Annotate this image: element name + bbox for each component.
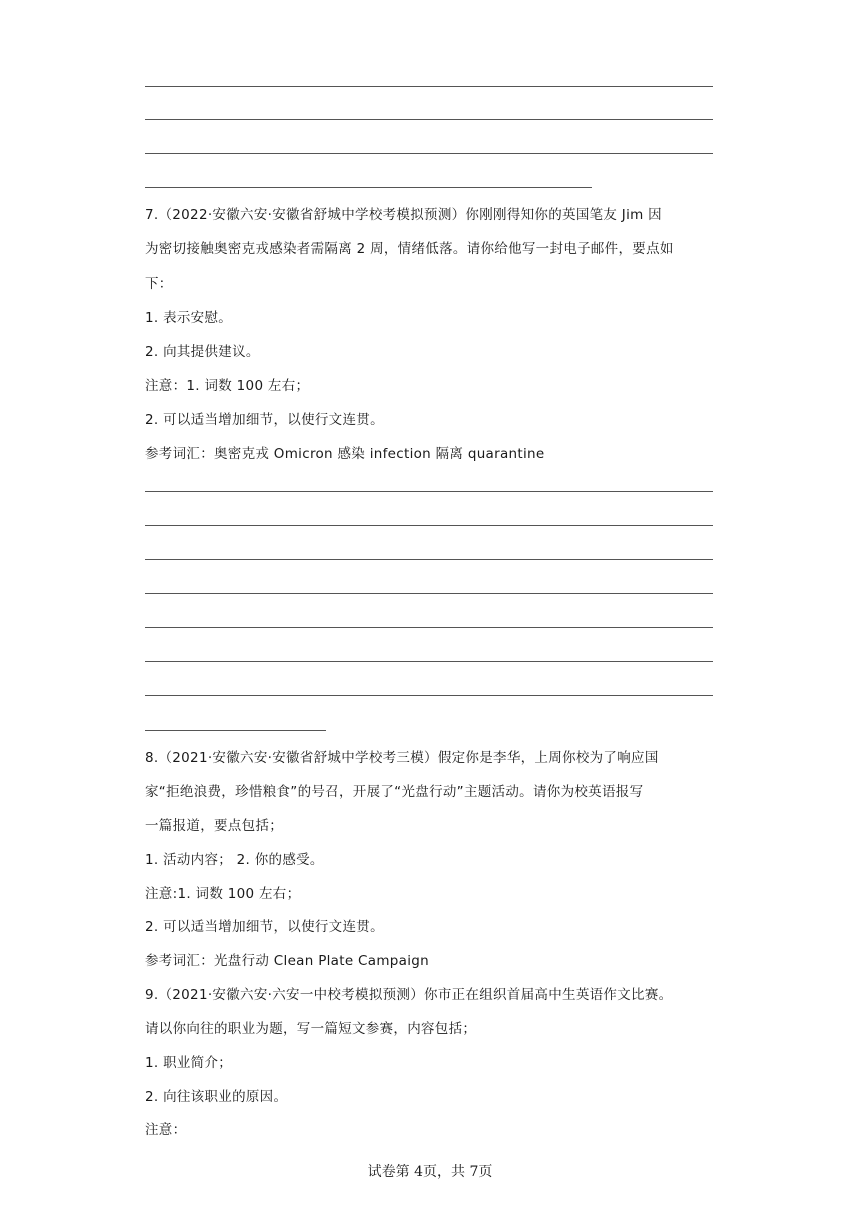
question-text: 9.（2021·安徽六安·六安一中校考模拟预测）你市正在组织首届高中生英语作文比赛。 (145, 987, 673, 1003)
question-text: 7.（2022·安徽六安·安徽省舒城中学校考模拟预测）你刚刚得知你的英国笔友 Jim 因 (145, 207, 662, 223)
reference-vocab: 参考词汇：光盘行动 Clean Plate Campaign (145, 953, 430, 969)
question-text: 家“拒绝浪费，珍惜粮食”的号召，开展了“光盘行动”主题活动。请你为校英语报写 (145, 784, 644, 800)
answer-line (145, 119, 713, 120)
reference-vocab: 参考词汇：奥密克戎 Omicron 感染 infection 隔离 quarantine (145, 446, 545, 462)
question-text: 为密切接触奥密克戎感染者需隔离 2 周，情绪低落。请你给他写一封电子邮件，要点如 (145, 241, 674, 257)
question-note: 注意:1. 词数 100 左右； (145, 886, 301, 902)
question-point: 1. 职业简介； (145, 1055, 233, 1071)
question-point: 2. 向其提供建议。 (145, 344, 260, 360)
answer-line (145, 86, 713, 87)
answer-line (145, 661, 713, 662)
question-point: 1. 活动内容； 2. 你的感受。 (145, 852, 324, 868)
question-point: 1. 表示安慰。 (145, 310, 233, 326)
page-footer: 试卷第 4页，共 7页 (367, 1164, 493, 1180)
answer-line (145, 525, 713, 526)
answer-line (145, 593, 713, 594)
question-point: 2. 向往该职业的原因。 (145, 1089, 288, 1105)
question-text: 一篇报道，要点包括； (145, 818, 283, 834)
answer-line (145, 627, 713, 628)
answer-line (145, 559, 713, 560)
answer-line (145, 491, 713, 492)
answer-line (145, 187, 592, 188)
answer-line (145, 153, 713, 154)
question-note: 2. 可以适当增加细节，以使行文连贯。 (145, 919, 384, 935)
question-note: 注意： (145, 1122, 187, 1138)
question-note: 2. 可以适当增加细节，以使行文连贯。 (145, 412, 384, 428)
answer-line (145, 730, 326, 731)
question-note: 注意：1. 词数 100 左右； (145, 378, 310, 394)
question-text: 下： (145, 276, 173, 292)
question-text: 请以你向往的职业为题，写一篇短文参赛，内容包括； (145, 1021, 477, 1037)
question-text: 8.（2021·安徽六安·安徽省舒城中学校考三模）假定你是李华，上周你校为了响应国 (145, 750, 659, 766)
answer-line (145, 695, 713, 696)
